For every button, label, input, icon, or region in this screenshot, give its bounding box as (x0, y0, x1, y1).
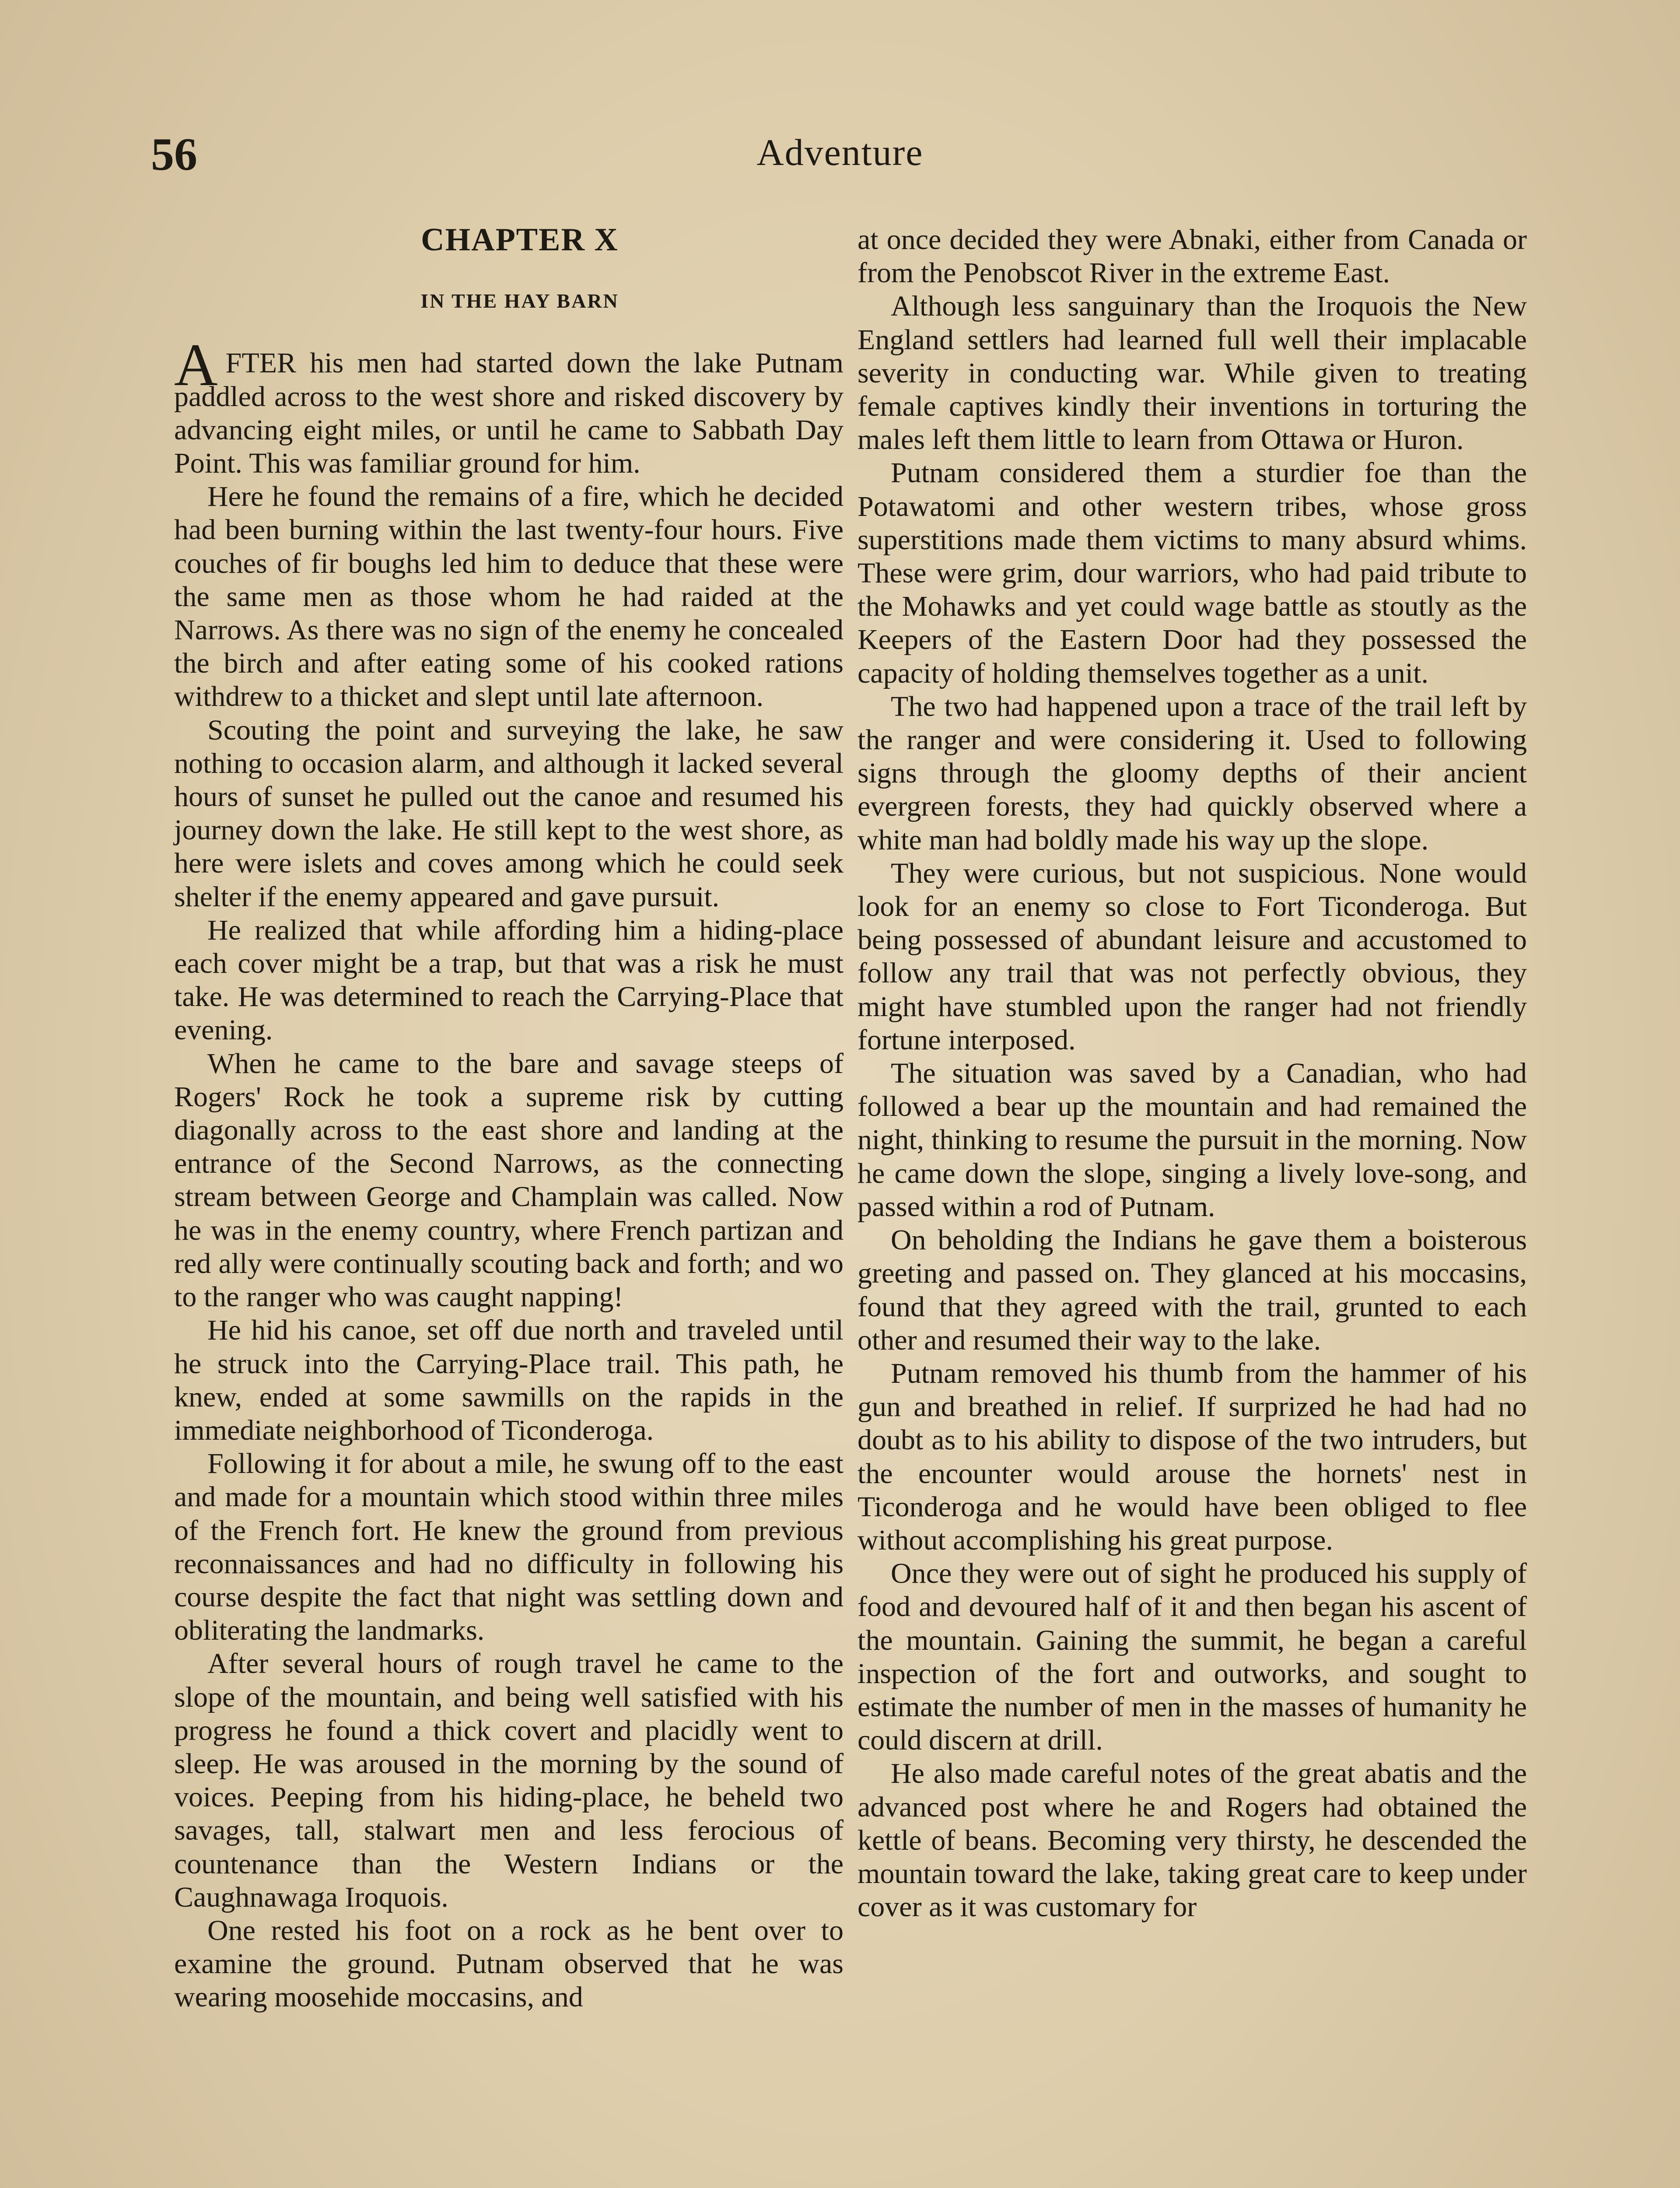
paragraph: Although less sanguinary than the Iroquois the New England settlers had learned full well their implacable severity in conducting war. While given to treating female captives kindly their inventions in torturing the males left them little to learn from Ottawa or Huron. (858, 290, 1527, 456)
paragraph: He realized that while affording him a hiding-place each cover might be a trap, but that was a risk he must take. He was determined to reach the Carrying-Place that evening. (174, 914, 844, 1046)
drop-cap: A (174, 331, 218, 399)
paragraph: When he came to the bare and savage steeps of Rogers' Rock he took a supreme risk by cutting diagonally across to the east shore and landing at the entrance of the Second Narrows, as the connecting stream between George and Champlain was called. Now he was in the enemy country, where French partizan and red ally were continually scouting back and forth; and wo to the ranger who was caught napping! (174, 1047, 844, 1313)
right-column (858, 223, 1527, 1924)
continued-paragraph: at once decided they were Abnaki, either from Canada or from the Penobscot River in the extreme East. (858, 224, 1527, 289)
paragraph: Scouting the point and surveying the lake, he saw nothing to occasion alarm, and although it lacked several hours of sunset he pulled out the canoe and resumed his journey down the lake. He still kept to the west shore, as here were islets and coves among which he could seek shelter if the enemy appeared and gave pursuit. (174, 714, 844, 913)
chapter-title: CHAPTER X (421, 222, 619, 258)
page-number: 56 (151, 129, 197, 180)
paragraph: The two had happened upon a trace of the trail left by the ranger and were considering it. Used to following signs through the gloomy depths of their ancient evergreen forests, they had quickly observed where a white man had boldly made his way up the slope. (858, 690, 1527, 856)
paragraph: Following it for about a mile, he swung off to the east and made for a mountain which stood within three miles of the French fort. He knew the ground from previous reconnaissances and had no difficulty in following his course despite the fact that night was settling down and obliterating the landmarks. (174, 1448, 844, 1647)
paragraph: After several hours of rough travel he came to the slope of the mountain, and being well satisfied with his progress he found a thick covert and placidly went to sleep. He was aroused in the morning by the sound of voices. Peeping from his hiding-place, he beheld two savages, tall, stalwart men and less ferocious of countenance than the Western Indians or the Caughnawaga Iroquois. (174, 1648, 844, 1913)
opening-paragraph (174, 331, 844, 480)
paragraph: He hid his canoe, set off due north and traveled until he struck into the Carrying-Place trail. This path, he knew, ended at some sawmills on the rapids in the immediate neighborhood of Ticonderoga. (174, 1314, 844, 1446)
left-column (174, 223, 844, 2014)
paragraph: They were curious, but not suspicious. None would look for an enemy so close to Fort Ticonderoga. But being possessed of abundant leisure and accustomed to follow any trail that was not perfectly obvious, they might have stumbled upon the ranger had not friendly fortune interposed. (858, 857, 1527, 1056)
paragraph: The situation was saved by a Canadian, who had followed a bear up the mountain and had remained the night, thinking to resume the pursuit in the morning. Now he came down the slope, singing a lively love-song, and passed within a rod of Putnam. (858, 1057, 1527, 1223)
paragraph: Putnam considered them a sturdier foe than the Potawatomi and other western tribes, whose gross superstitions made them victims to many absurd whims. These were grim, dour warriors, who had paid tribute to the Mohawks and yet could wage battle as stoutly as the Keepers of the Eastern Door had they possessed the capacity of holding themselves together as a unit. (858, 457, 1527, 689)
paragraph: One rested his foot on a rock as he bent over to examine the ground. Putnam observed that he was wearing moosehide moccasins, and (174, 1914, 844, 2013)
chapter-subtitle: IN THE HAY BARN (420, 290, 619, 312)
running-title: Adventure (756, 131, 924, 173)
paragraph: He also made careful notes of the great abatis and the advanced post where he and Rogers had obtained the kettle of beans. Becoming very thirsty, he descended the mountain toward the lake, taking great care to keep under cover as it was customary for (858, 1757, 1527, 1923)
opening-paragraph-text: FTER his men had started down the lake Putnam paddled across to the west shore and risked discovery by advancing eight miles, or until he came to Sabbath Day Point. This was familiar ground for him. (174, 347, 844, 480)
paragraph: Here he found the remains of a fire, which he decided had been burning within the last twenty-four hours. Five couches of fir boughs led him to deduce that these were the same men as those whom he had raided at the Narrows. As there was no sign of the enemy he concealed the birch and after eating some of his cooked rations withdrew to a thicket and slept until late afternoon. (174, 480, 844, 713)
paragraph: On beholding the Indians he gave them a boisterous greeting and passed on. They glanced at his moccasins, found that they agreed with the trail, grunted to each other and resumed their way to the lake. (858, 1224, 1527, 1356)
paragraph: Putnam removed his thumb from the hammer of his gun and breathed in relief. If surprized he had had no doubt as to his ability to dispose of the two intruders, but the encounter would arouse the hornets' nest in Ticonderoga and he would have been obliged to flee without accomplishing his great purpose. (858, 1357, 1527, 1556)
paragraph: Once they were out of sight he produced his supply of food and devoured half of it and then began his ascent of the mountain. Gaining the summit, he began a careful inspection of the fort and outworks, and sought to estimate the number of men in the masses of humanity he could discern at drill. (858, 1557, 1527, 1757)
